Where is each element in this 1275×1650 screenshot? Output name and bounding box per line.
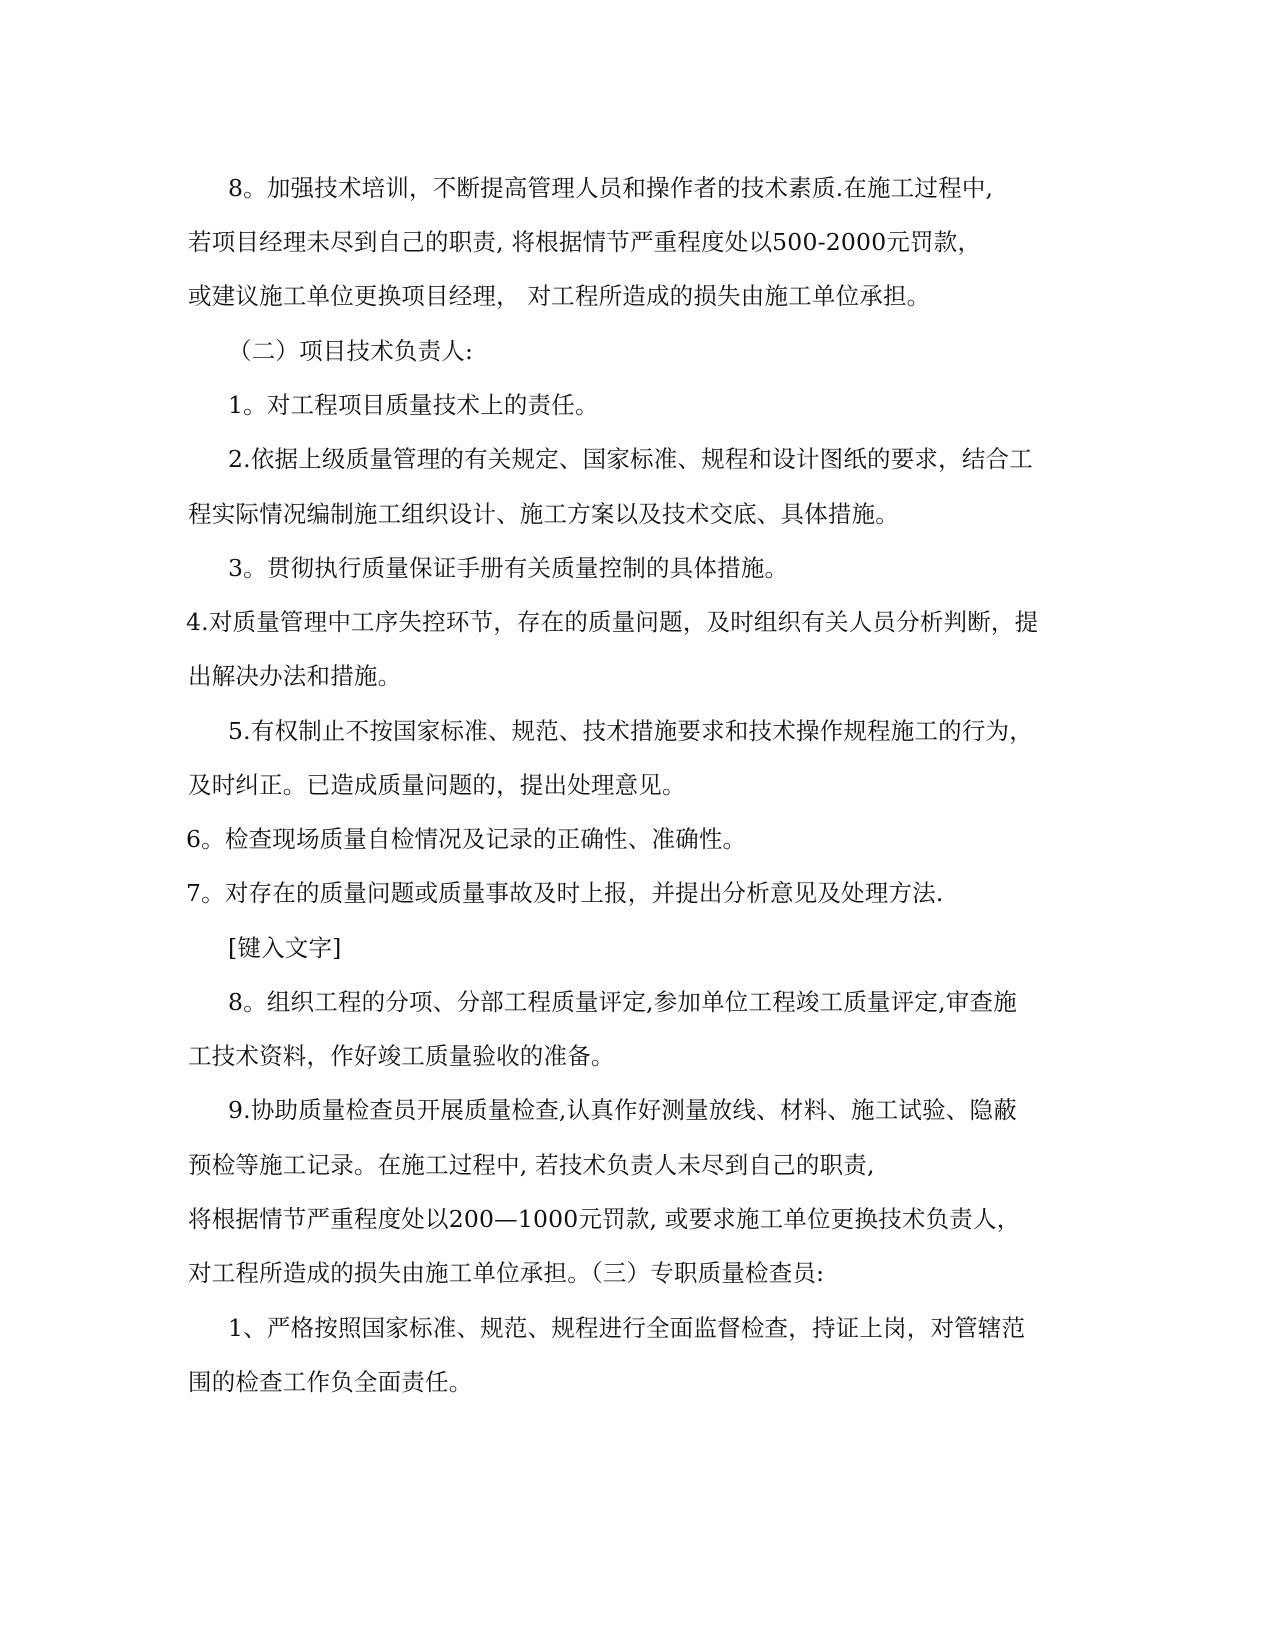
- text-line-item-5-cont: 及时纠正。已造成质量问题的，提出处理意见。: [188, 771, 686, 799]
- text-line-item-2-cont: 程实际情况编制施工组织设计、施工方案以及技术交底、具体措施。: [188, 500, 899, 528]
- placeholder-text: [键入文字]: [228, 934, 342, 962]
- text-line-item-4: 4.对质量管理中工序失控环节，存在的质量问题，及时组织有关人员分析判断，提: [186, 608, 1039, 636]
- text-line-item-1: 1。对工程项目质量技术上的责任。: [228, 391, 599, 419]
- text-line-inspector-item-1: 1、严格按照国家标准、规范、规程进行全面监督检查，持证上岗，对管辖范: [228, 1314, 1026, 1342]
- text-line-tech-lead-penalty: 将根据情节严重程度处以200—1000元罚款, 或要求施工单位更换技术负责人，: [188, 1205, 1021, 1233]
- text-line-item-8-evaluation: 8。组织工程的分项、分部工程质量评定,参加单位工程竣工质量评定,审查施: [228, 988, 1017, 1016]
- text-line-item-2: 2.依据上级质量管理的有关规定、国家标准、规程和设计图纸的要求，结合工: [228, 445, 1033, 473]
- text-line-item-4-cont: 出解决办法和措施。: [188, 662, 402, 690]
- text-line-item-7: 7。对存在的质量问题或质量事故及时上报，并提出分析意见及处理方法.: [186, 879, 944, 907]
- text-line-item-5: 5.有权制止不按国家标准、规范、技术措施要求和技术操作规程施工的行为，: [228, 717, 1033, 745]
- text-line-inspector-item-1-cont: 围的检查工作负全面责任。: [188, 1368, 473, 1396]
- text-line-item-3: 3。贯彻执行质量保证手册有关质量控制的具体措施。: [228, 554, 789, 582]
- text-line-item-8-cont: 工技术资料，作好竣工质量验收的准备。: [188, 1042, 615, 1070]
- text-line-item-9-cont: 预检等施工记录。在施工过程中, 若技术负责人未尽到自己的职责,: [188, 1151, 875, 1179]
- text-line-item-9: 9.协助质量检查员开展质量检查,认真作好测量放线、材料、施工试验、隐蔽: [228, 1096, 1017, 1124]
- text-line-item-8-training: 8。加强技术培训，不断提高管理人员和操作者的技术素质.在施工过程中,: [228, 174, 994, 202]
- text-line-section-3-heading: 对工程所造成的损失由施工单位承担。（三）专职质量检查员:: [188, 1259, 825, 1287]
- section-heading-technical-lead: （二）项目技术负责人:: [228, 337, 474, 365]
- text-line-item-6: 6。检查现场质量自检情况及记录的正确性、准确性。: [186, 825, 747, 853]
- text-line-manager-replacement: 或建议施工单位更换项目经理， 对工程所造成的损失由施工单位承担。: [188, 282, 931, 310]
- text-line-manager-penalty: 若项目经理未尽到自己的职责, 将根据情节严重程度处以500-2000元罚款，: [188, 228, 982, 256]
